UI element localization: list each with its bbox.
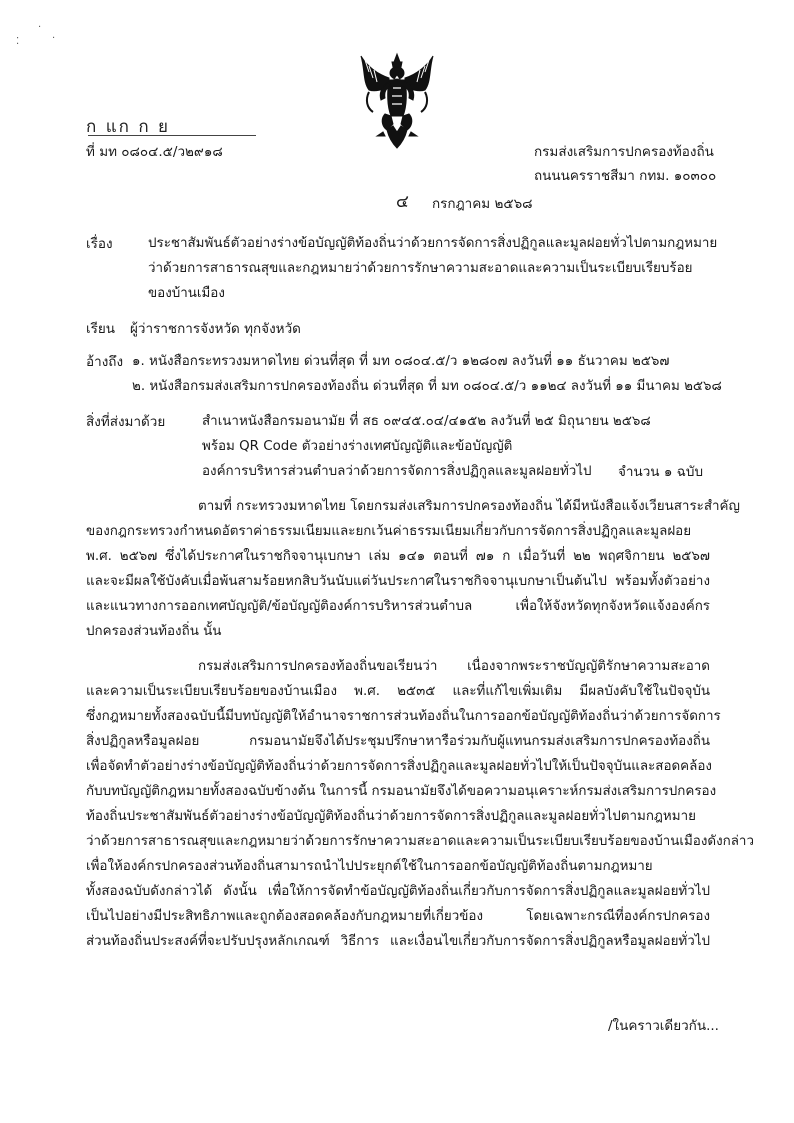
paragraph-1-line: และแนวทางการออกเทศบัญญัติ/ข้อบัญญัติองค์การบริหารส่วนตำบล เพื่อให้จังหวัดทุกจังหวัดแจ้งองค์กร [86, 599, 710, 614]
paragraph-2-line: สิ่งปฏิกูลหรือมูลฝอย กรมอนามัยจึงได้ประชุมปรึกษาหารือร่วมกับผู้แทนกรมส่งเสริมการปกครองท้องถิ่น [86, 734, 710, 749]
paragraph-2-line: ว่าด้วยการสาธารณสุขและกฎหมายว่าด้วยการรักษาความสะอาดและความเป็นระเบียบเรียบร้อยของบ้านเมืองดังกล่าว [86, 834, 754, 849]
paragraph-2-line: ท้องถิ่นประชาสัมพันธ์ตัวอย่างร่างข้อบัญญัติท้องถิ่นว่าด้วยการจัดการสิ่งปฏิกูลและมูลฝอยทั่วไปตามกฎหมาย [86, 809, 696, 824]
subject-line: ว่าด้วยการสาธารณสุขและกฎหมายว่าด้วยการรักษาความสะอาดและความเป็นระเบียบเรียบร้อย [148, 261, 693, 276]
organization-address: ถนนนครราชสีมา กทม. ๑๐๓๐๐ [534, 168, 717, 184]
garuda-emblem-icon [355, 52, 439, 152]
paragraph-2-line: ส่วนท้องถิ่นประสงค์ที่จะปรับปรุงหลักเกณฑ์ วิธีการ และเงื่อนไขเกี่ยวกับการจัดการสิ่งปฏิกูลหรือมูลฝอยทั่วไป [86, 934, 710, 949]
paragraph-2-line: เพื่อให้องค์กรปกครองส่วนท้องถิ่นสามารถนำไปประยุกต์ใช้ในการออกข้อบัญญัติท้องถิ่นตามกฎหมาย [86, 859, 653, 874]
paragraph-1-line: ปกครองส่วนท้องถิ่น นั้น [86, 624, 222, 639]
scan-speck: · [38, 22, 42, 33]
scan-speck: · [52, 33, 56, 44]
paragraph-1-line: พ.ศ. ๒๕๖๗ ซึ่งได้ประกาศในราชกิจจานุเบกษา เล่ม ๑๔๑ ตอนที่ ๗๑ ก เมื่อวันที่ ๒๒ พฤศจิกายน ๒๕๖๗ [86, 549, 710, 564]
paragraph-1-line: ของกฎกระทรวงกำหนดอัตราค่าธรรมเนียมและยกเว้นค่าธรรมเนียมเกี่ยวกับการจัดการสิ่งปฏิกูลและมูลฝอย [86, 524, 692, 539]
enclosure-quantity: จำนวน ๑ ฉบับ [618, 464, 704, 480]
scan-speck: ⁚ [16, 36, 20, 47]
recipient-text: ผู้ว่าราชการจังหวัด ทุกจังหวัด [130, 321, 301, 337]
paragraph-2-line: และความเป็นระเบียบเรียบร้อยของบ้านเมือง พ.ศ. ๒๕๓๕ และที่แก้ไขเพิ่มเติม มีผลบังคับใช้ในปัจจุบัน [86, 684, 710, 699]
enclosure-line: พร้อม QR Code ตัวอย่างร่างเทศบัญญัติและข้อบัญญัติ [202, 439, 513, 454]
handwritten-underline [88, 135, 256, 136]
enclosure-label: สิ่งที่ส่งมาด้วย [86, 414, 166, 430]
organization-name: กรมส่งเสริมการปกครองท้องถิ่น [534, 144, 714, 160]
subject-line: ประชาสัมพันธ์ตัวอย่างร่างข้อบัญญัติท้องถิ่นว่าด้วยการจัดการสิ่งปฏิกูลและมูลฝอยทั่วไปตามกฎหมาย [148, 236, 718, 251]
paragraph-1-line: ตามที่ กระทรวงมหาดไทย โดยกรมส่งเสริมการปกครองท้องถิ่น ได้มีหนังสือแจ้งเวียนสาระสำคัญ [198, 499, 740, 514]
date-day: ๔ [396, 192, 409, 212]
handwritten-mark: ก แก ก ย [86, 117, 171, 137]
enclosure-line: สำเนาหนังสือกรมอนามัย ที่ สธ ๐๙๔๕.๐๔/๔๑๕๒ ลงวันที่ ๒๕ มิถุนายน ๒๕๖๘ [202, 414, 651, 429]
paragraph-1-line: และจะมีผลใช้บังคับเมื่อพ้นสามร้อยหกสิบวันนับแต่วันประกาศในราชกิจจานุเบกษาเป็นต้นไป พร้อมทั้งตัวอย่าง [86, 574, 710, 589]
paragraph-2-line: กรมส่งเสริมการปกครองท้องถิ่นขอเรียนว่า เนื่องจากพระราชบัญญัติรักษาความสะอาด [198, 659, 710, 674]
reference-item: ๒. หนังสือกรมส่งเสริมการปกครองท้องถิ่น ด่วนที่สุด ที่ มท ๐๘๐๔.๕/ว ๑๑๒๔ ลงวันที่ ๑๑ มีนาคม ๒๕๖๘ [132, 379, 722, 394]
date-month-year: กรกฎาคม ๒๕๖๘ [432, 196, 533, 212]
paragraph-2-line: กับบทบัญญัติกฎหมายทั้งสองฉบับข้างต้น ในการนี้ กรมอนามัยจึงได้ขอความอนุเคราะห์กรมส่งเสริมการปกครอง [86, 784, 717, 799]
subject-label: เรื่อง [86, 236, 113, 252]
reference-number: ที่ มท ๐๘๐๔.๕/ว๒๙๑๘ [86, 144, 223, 160]
recipient-label: เรียน [86, 321, 116, 337]
paragraph-2-line: เพื่อจัดทำตัวอย่างร่างข้อบัญญัติท้องถิ่นว่าด้วยการจัดการสิ่งปฏิกูลและมูลฝอยทั่วไปให้เป็นปัจจุบันและสอดคล้อง [86, 759, 712, 774]
paragraph-2-line: ทั้งสองฉบับดังกล่าวได้ ดังนั้น เพื่อให้การจัดทำข้อบัญญัติท้องถิ่นเกี่ยวกับการจัดการสิ่งปฏิกูลและมูลฝอยทั่วไป [86, 884, 710, 899]
subject-line: ของบ้านเมือง [148, 286, 225, 301]
reference-label: อ้างถึง [86, 354, 124, 370]
enclosure-line: องค์การบริหารส่วนตำบลว่าด้วยการจัดการสิ่งปฏิกูลและมูลฝอยทั่วไป [202, 464, 592, 479]
continuation-marker: /ในคราวเดียวกัน... [608, 1018, 719, 1034]
paragraph-2-line: ซึ่งกฎหมายทั้งสองฉบับนี้มีบทบัญญัติให้อำนาจราชการส่วนท้องถิ่นในการออกข้อบัญญัติท้องถิ่นว่าด้วยการจัดการ [86, 709, 721, 724]
paragraph-2-line: เป็นไปอย่างมีประสิทธิภาพและถูกต้องสอดคล้องกับกฎหมายที่เกี่ยวข้อง โดยเฉพาะกรณีที่องค์กรปกครอง [86, 909, 710, 924]
reference-item: ๑. หนังสือกระทรวงมหาดไทย ด่วนที่สุด ที่ มท ๐๘๐๔.๕/ว ๑๒๘๐๗ ลงวันที่ ๑๑ ธันวาคม ๒๕๖๗ [132, 354, 670, 369]
